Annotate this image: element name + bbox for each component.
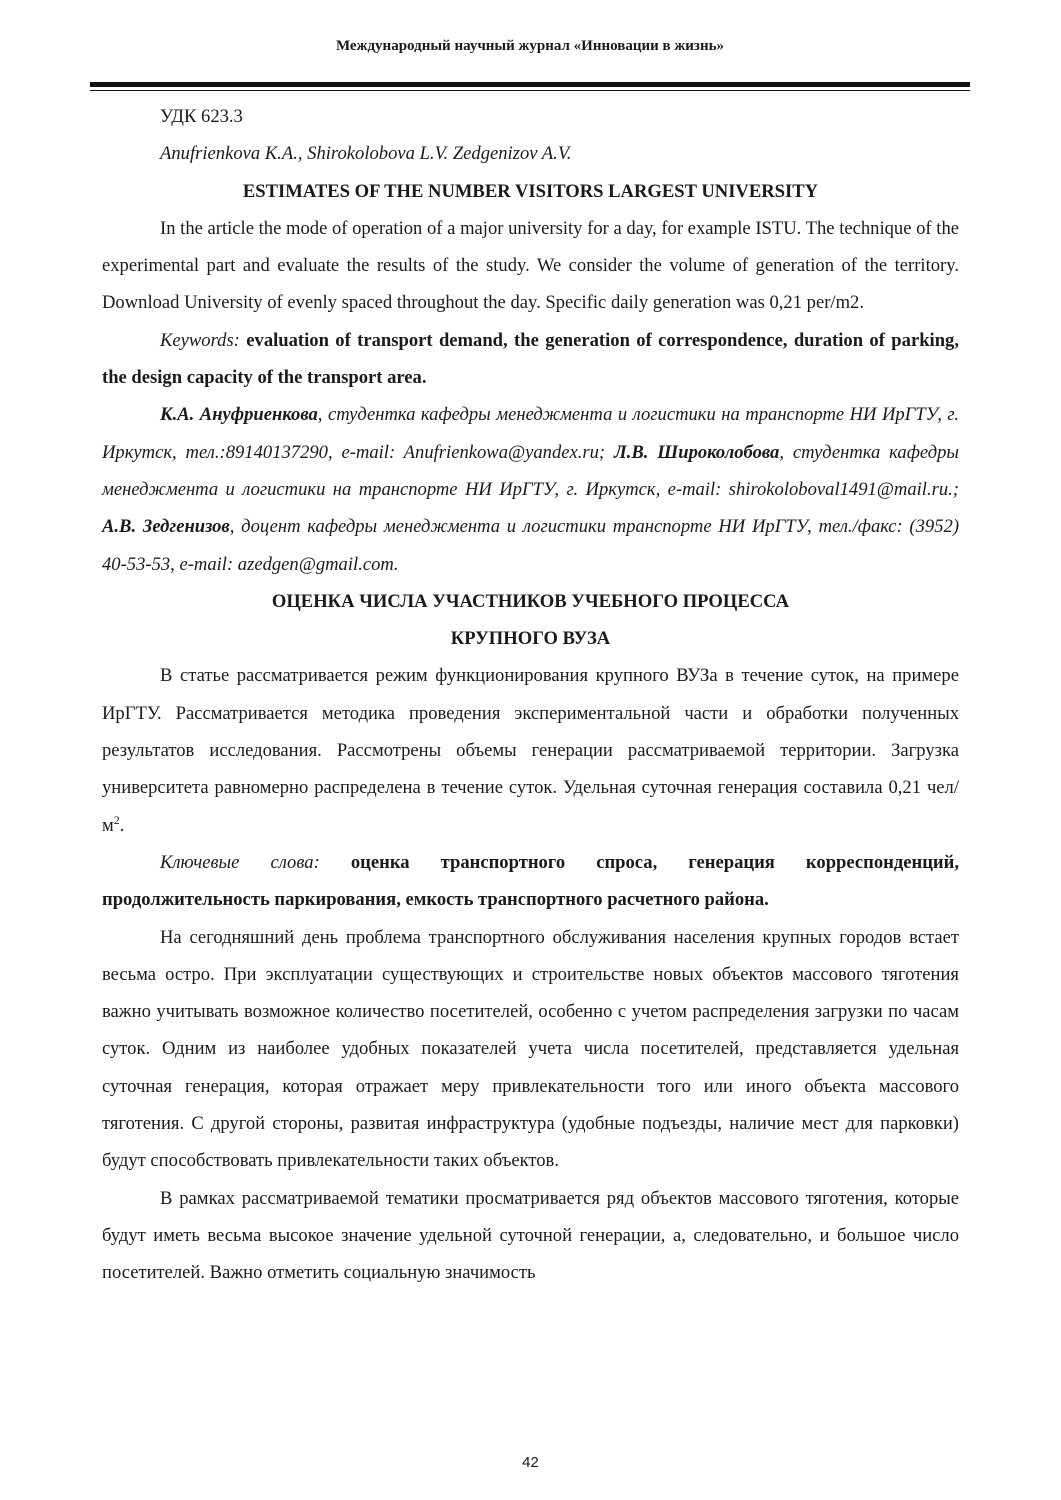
- header-rule-thin: [90, 90, 970, 91]
- author-3-name: А.В. Зедгенизов: [102, 516, 230, 538]
- keywords-en-label: Keywords:: [160, 329, 240, 351]
- abstract-ru: [102, 657, 959, 843]
- journal-header: Международный научный журнал «Инновации в жизнь»: [335, 38, 725, 54]
- keywords-en: [102, 322, 959, 397]
- keywords-ru: [102, 844, 959, 919]
- page-number: 42: [522, 1454, 539, 1471]
- body-paragraph-1: На сегодняшний день проблема транспортного обслуживания населения крупных городов встает весьма остро. При эксплуатации существующих и строительстве новых объектов массового тяготения важно учитывать возможное количество посетителей, особенно с учетом распределения загрузки по часам суток. Одним из наиболее удобных показателей учета числа посетителей, представляется удельная суточная генерация, которая отражает меру привлекательности того или иного объекта массового тяготения. С другой стороны, развитая инфраструктура (удобные подъезды, наличие мест для парковки) будут способствовать привлекательности таких объектов.: [102, 926, 959, 1172]
- abstract-ru-sup: 2: [113, 812, 120, 827]
- udk-code: УДК 623.3: [160, 106, 243, 127]
- title-en: ESTIMATES OF THE NUMBER VISITORS LARGEST UNIVERSITY: [242, 180, 819, 202]
- title-ru-line1: ОЦЕНКА ЧИСЛА УЧАСТНИКОВ УЧЕБНОГО ПРОЦЕССА: [271, 590, 790, 612]
- authors-en: Anufrienkova K.A., Shirokolobova L.V. Zedgenizov A.V.: [160, 143, 572, 165]
- keywords-ru-text: оценка транспортного спроса, генерация корреспонденций, продолжительность паркирования, емкость транспортного расчетного района.: [102, 851, 959, 911]
- author-1-text: , студентка кафедры менеджмента и логистики на транспорте НИ ИрГТУ, г. Иркутск, тел.:89140137290, e-mail: Anufrienkowa@yandex.ru;: [102, 404, 959, 463]
- keywords-en-text: evaluation of transport demand, the generation of correspondence, duration of parking, the design capacity of the transport area.: [102, 329, 959, 389]
- header-rule-thick: [90, 82, 970, 87]
- author-3-text: , доцент кафедры менеджмента и логистики транспорте НИ ИрГТУ, тел./факс: (3952) 40-53-53, e-mail: azedgen@gmail.com.: [102, 516, 960, 575]
- title-ru-line2: КРУПНОГО ВУЗА: [450, 628, 611, 650]
- author-2-text: , студентка кафедры менеджмента и логистики на транспорте НИ ИрГТУ, г. Иркутск, e-mail: shirokoloboval1491@mail.ru.;: [102, 441, 960, 500]
- keywords-ru-label: Ключевые слова:: [160, 851, 320, 873]
- author-1-name: К.А. Ануфриенкова: [160, 404, 318, 426]
- abstract-en: In the article the mode of operation of a major university for a day, for example ISTU. The technique of the experimental part and evaluate the results of the study. We consider the volume of generation of the territory. Download University of evenly spaced throughout the day. Specific daily generation was 0,21 per/m2.: [102, 217, 959, 314]
- author-info: [102, 396, 959, 582]
- author-2-name: Л.В. Широколобова: [613, 441, 780, 463]
- abstract-ru-end: .: [119, 814, 125, 836]
- abstract-ru-text: В статье рассматривается режим функционирования крупного ВУЗа в течение суток, на примере ИрГТУ. Рассматривается методика проведения экспериментальной части и обработки полученных результатов исследования. Рассмотрены объемы генерации рассматриваемой территории. Загрузка университета равномерно распределена в течение суток. Удельная суточная генерация составила 0,21 чел/м: [102, 665, 959, 836]
- body-paragraph-2: В рамках рассматриваемой тематики просматривается ряд объектов массового тяготения, которые будут иметь весьма высокое значение удельной суточной генерации, а, следовательно, и большое число посетителей. Важно отметить социальную значимость: [102, 1187, 959, 1284]
- article-body: [102, 98, 959, 1292]
